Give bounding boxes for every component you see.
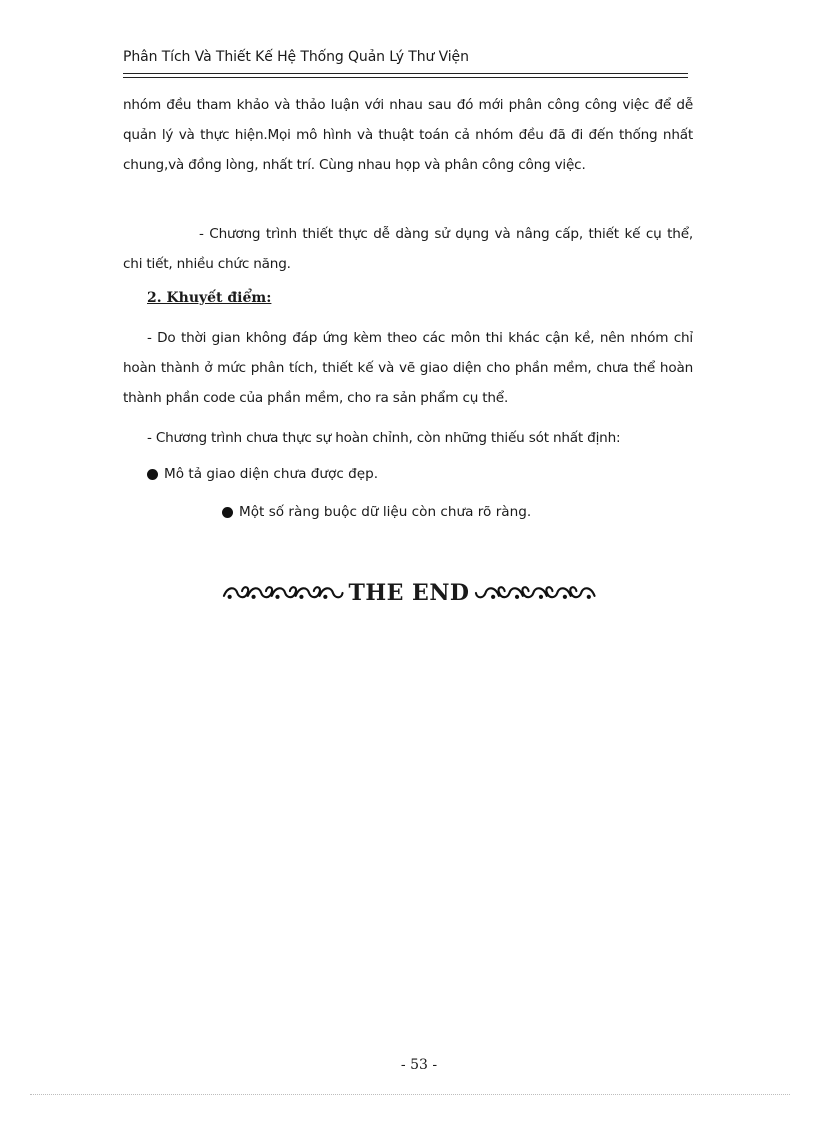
bullet-dot-icon <box>222 507 233 518</box>
bullet-text: Mô tả giao diện chưa được đẹp. <box>164 466 379 482</box>
paragraph-program-practical: - Chương trình thiết thực dễ dàng sử dụng và nâng cấp, thiết kế cụ thể, chi tiết, nhiều chức năng. <box>123 226 693 272</box>
paragraph-teamwork: nhóm đều tham khảo và thảo luận với nhau sau đó mới phân công công việc để dễ quản lý và thực hiện.Mọi mô hình và thuật toán cả nhóm đều đã đi đến thống nhất chung,và đồng lòng, nhất trí. Cùng nhau họp và phân công công việc. <box>123 97 693 173</box>
header-double-rule <box>123 73 688 78</box>
the-end-banner <box>222 578 596 608</box>
bullet-item <box>147 464 378 484</box>
ornament-right-icon <box>474 582 596 604</box>
ornament-left-icon <box>222 582 344 604</box>
page-number: - 53 - <box>400 1057 438 1073</box>
bullet-item <box>222 502 531 522</box>
paragraph-incomplete: - Chương trình chưa thực sự hoàn chỉnh, còn những thiếu sót nhất định: <box>147 430 621 446</box>
bullet-dot-icon <box>147 469 158 480</box>
paragraph-time-constraint: - Do thời gian không đáp ứng kèm theo các môn thi khác cận kề, nên nhóm chỉ hoàn thành ở mức phân tích, thiết kế và vẽ giao diện cho phần mềm, chưa thể hoàn thành phần code của phần mềm, cho ra sản phẩm cụ thể. <box>123 330 693 406</box>
bullet-text: Một số ràng buộc dữ liệu còn chưa rõ ràng. <box>239 504 532 520</box>
footer-dotted-rule <box>30 1094 790 1095</box>
the-end-text: THE END <box>348 580 470 606</box>
section-heading-weaknesses: 2. Khuyết điểm: <box>147 290 272 306</box>
running-header: Phân Tích Và Thiết Kế Hệ Thống Quản Lý Thư Viện <box>123 49 469 65</box>
